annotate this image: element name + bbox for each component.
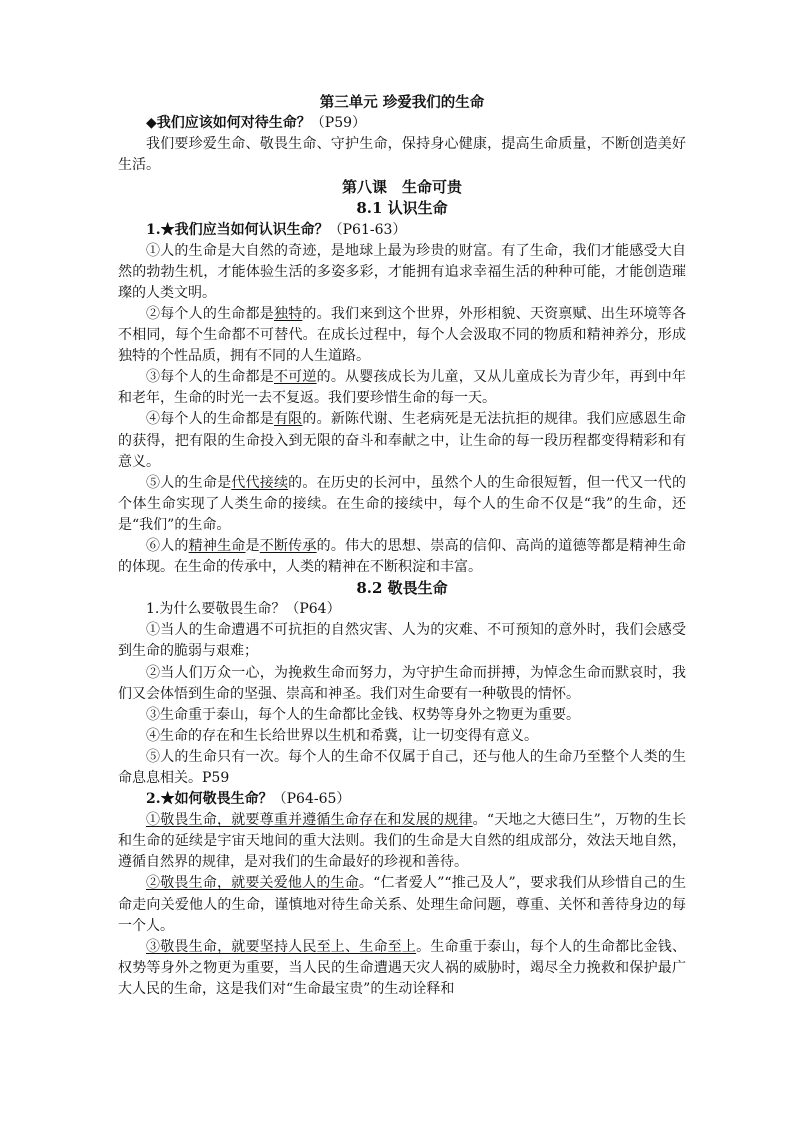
s82-way-1-key: ①敬畏生命，就要尊重并遵循生命存在和发展的规律 <box>146 812 473 829</box>
unit-question <box>118 113 686 134</box>
s81-question-1-text: 1.★我们应当如何认识生命？ <box>146 221 329 238</box>
s81-point-4-b: 的。新陈代谢、生老病死是无法抗拒的规律。我们应感恩生命的获得，把有限的生命投入到无限的奋斗和奉献之中，让生命的每一段历程都变得精彩和有意义。 <box>118 411 687 470</box>
unit-title: 第三单元 珍爱我们的生命 <box>319 94 485 111</box>
document-page <box>118 92 686 1000</box>
s82-reason-1: ①当人的生命遭遇不可抗拒的自然灾害、人为的灾难、不可预知的意外时，我们会感受到生命的脆弱与艰难； <box>118 622 686 660</box>
s82-way-3 <box>118 937 686 1000</box>
section-8-2-title: 8.2 敬畏生命 <box>356 579 448 598</box>
s82-way-3-key: ③敬畏生命，就要坚持人民至上、生命至上 <box>146 938 417 955</box>
s82-way-2-text: 。“仁者爱人”“推己及人”，要求我们从珍惜自己的生命走向关爱他人的生命，谨慎地对待生命关系、处理生命问题，尊重、关怀和善待身边的每一个人。 <box>118 875 686 934</box>
unit-answer: 我们要珍爱生命、敬畏生命、守护生命，保持身心健康，提高生命质量，不断创造美好生活。 <box>118 136 686 174</box>
s82-reason-5: ⑤人的生命只有一次。每个人的生命不仅属于自己，还与他人的生命乃至整个人类的生命息息相关。P59 <box>118 748 686 786</box>
s82-question-2-text: 2.★如何敬畏生命？ <box>146 791 273 808</box>
s81-point-4-a: ④每个人的生命都是 <box>146 411 274 428</box>
s81-point-5-a: ⑤人的生命是 <box>146 474 232 491</box>
s82-question-2-ref: （P64-65） <box>272 791 351 808</box>
s82-way-2-key: ②敬畏生命，就要关爱他人的生命 <box>146 875 359 892</box>
s82-question-2 <box>118 789 686 810</box>
s82-way-1-text: 。“天地之大德曰生”，万物的生长和生命的延续是宇宙天地间的重大法则。我们的生命是大自然的组成部分，效法天地自然，遵循自然界的规律，是对我们的生命最好的珍视和善待。 <box>118 812 686 871</box>
s82-way-2 <box>118 873 686 936</box>
s81-question-1-ref: （P61-63） <box>328 221 407 238</box>
s82-question-1: 1.为什么要敬畏生命？（P64） <box>146 601 341 618</box>
s81-point-5-b: 的。在历史的长河中，虽然个人的生命很短暂，但一代又一代的个体生命实现了人类生命的接续。在生命的接续中，每个人的生命不仅是“我”的生命，还是“我们”的生命。 <box>118 474 687 533</box>
s82-reason-2: ②当人们万众一心，为挽救生命而努力，为守护生命而拼搏，为悼念生命而默哀时，我们又会体悟到生命的坚强、崇高和神圣。我们对生命要有一种敬畏的情怀。 <box>118 664 686 702</box>
s81-point-6-b: 的。伟大的思想、崇高的信仰、高尚的道德等都是精神生命的体现。在生命的传承中，人类的精神在不断积淀和丰富。 <box>118 537 687 576</box>
s81-point-2-key: 独特 <box>273 305 303 322</box>
unit-question-ref: （P59） <box>310 115 367 132</box>
s81-point-4 <box>118 409 686 472</box>
section-8-1-title: 8.1 认识生命 <box>356 199 448 218</box>
s81-point-6-key-1: 精神生命 <box>188 537 246 554</box>
s81-question-1 <box>118 220 686 241</box>
s82-way-3-text: 。生命重于泰山，每个人的生命都比金钱、权势等身外之物更为重要，当人民的生命遭遇天灾人祸的威胁时，竭尽全力挽救和保护最广大人民的生命，这是我们对“生命最宝贵”的生动诠释和 <box>118 938 687 997</box>
lesson-title: 第八课 生命可贵 <box>341 178 462 197</box>
s81-point-4-key: 有限 <box>273 411 303 428</box>
s81-point-6-key-2: 不断传承 <box>259 537 317 554</box>
s81-point-2 <box>118 304 686 367</box>
unit-question-text: ◆我们应该如何对待生命？ <box>146 115 311 132</box>
s81-point-6-mid: 是 <box>245 537 260 554</box>
s82-way-1 <box>118 810 686 873</box>
s81-point-6 <box>118 536 686 578</box>
s81-point-2-b: 的。我们来到这个世界，外形相貌、天资禀赋、出生环境等各不相同，每个生命都不可替代。在成长过程中，每个人会汲取不同的物质和精神养分，形成独特的个性品质，拥有不同的人生道路。 <box>118 305 687 365</box>
s82-reason-4: ④生命的存在和生长给世界以生机和希冀，让一切变得有意义。 <box>146 727 538 744</box>
s81-point-3-key: 不可逆 <box>273 369 317 386</box>
s81-point-5 <box>118 473 686 536</box>
s81-point-3-b: 的。从婴孩成长为儿童，又从儿童成长为青少年，再到中年和老年，生命的时光一去不复返。我们要珍惜生命的每一天。 <box>118 369 687 407</box>
s81-point-2-a: ②每个人的生命都是 <box>146 305 274 322</box>
s82-reason-3: ③生命重于泰山，每个人的生命都比金钱、权势等身外之物更为重要。 <box>146 706 580 723</box>
s81-point-3-a: ③每个人的生命都是 <box>146 369 274 386</box>
s81-point-5-key: 代代接续 <box>231 474 289 491</box>
s81-point-1: ①人的生命是大自然的奇迹，是地球上最为珍贵的财富。有了生命，我们才能感受大自然的勃勃生机，才能体验生活的多姿多彩，才能拥有追求幸福生活的种种可能，才能创造璀璨的人类文明。 <box>118 242 686 301</box>
s81-point-6-a: ⑥人的 <box>146 537 189 554</box>
s81-point-3 <box>118 367 686 409</box>
